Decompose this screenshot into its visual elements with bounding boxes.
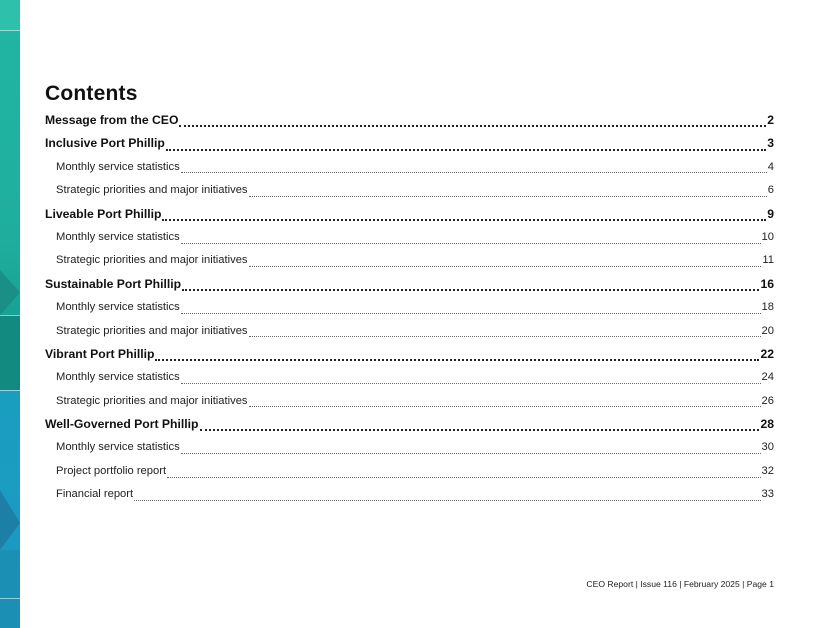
toc-dot-leader xyxy=(162,218,766,221)
sidebar-band xyxy=(0,0,20,30)
toc-page-number: 33 xyxy=(761,488,774,501)
toc-entry-label: Strategic priorities and major initiatives xyxy=(56,184,248,197)
toc-dot-leader xyxy=(182,288,759,291)
toc-subsection-link[interactable] xyxy=(45,296,774,319)
toc-dot-leader xyxy=(181,382,761,384)
toc-section-link[interactable] xyxy=(45,132,774,155)
toc-subsection-link[interactable] xyxy=(45,156,774,179)
toc-page-number: 4 xyxy=(767,160,774,173)
toc-entry-label: Monthly service statistics xyxy=(56,441,180,454)
toc-page-number: 22 xyxy=(760,346,774,361)
toc-subsection-link[interactable] xyxy=(45,390,774,413)
toc-entry-label: Strategic priorities and major initiatives xyxy=(56,254,248,267)
toc-dot-leader xyxy=(179,124,766,127)
toc-subsection-link[interactable] xyxy=(45,366,774,389)
toc-entry-label: Well-Governed Port Phillip xyxy=(45,417,199,432)
toc-entry-label: Vibrant Port Phillip xyxy=(45,346,155,361)
page-title: Contents xyxy=(45,82,138,105)
toc-page-number: 26 xyxy=(761,394,774,407)
toc-dot-leader xyxy=(249,265,762,267)
toc-dot-leader xyxy=(181,242,761,244)
toc-entry-label: Monthly service statistics xyxy=(56,301,180,314)
toc-entry-label: Strategic priorities and major initiatives xyxy=(56,324,248,337)
toc-section-link[interactable] xyxy=(45,203,774,226)
sidebar-band xyxy=(0,550,20,628)
table-of-contents xyxy=(45,109,774,507)
toc-subsection-link[interactable] xyxy=(45,226,774,249)
toc-page-number: 28 xyxy=(760,417,774,432)
sidebar-divider xyxy=(0,598,20,599)
toc-entry-label: Project portfolio report xyxy=(56,464,167,477)
decorative-sidebar xyxy=(0,0,20,628)
toc-entry-label: Monthly service statistics xyxy=(56,160,180,173)
toc-entry-label: Monthly service statistics xyxy=(56,230,180,243)
toc-page-number: 18 xyxy=(761,301,774,314)
toc-page-number: 3 xyxy=(767,136,774,151)
sidebar-divider xyxy=(0,315,20,316)
toc-page-number: 6 xyxy=(767,184,774,197)
toc-entry-label: Monthly service statistics xyxy=(56,371,180,384)
toc-section-link[interactable] xyxy=(45,343,774,366)
toc-entry-label: Message from the CEO xyxy=(45,113,179,127)
toc-subsection-link[interactable] xyxy=(45,436,774,459)
toc-dot-leader xyxy=(249,195,767,197)
toc-dot-leader xyxy=(181,452,761,454)
toc-entry-label: Financial report xyxy=(56,488,134,501)
toc-dot-leader xyxy=(181,171,767,173)
toc-page-number: 20 xyxy=(761,324,774,337)
toc-page-number: 9 xyxy=(767,206,774,221)
toc-dot-leader xyxy=(181,312,761,314)
sidebar-divider xyxy=(0,30,20,31)
toc-subsection-link[interactable] xyxy=(45,179,774,202)
page-footer: CEO Report | Issue 116 | February 2025 | Page 1 xyxy=(586,579,774,589)
toc-entry-label: Sustainable Port Phillip xyxy=(45,276,182,291)
toc-dot-leader xyxy=(200,428,760,431)
toc-section-link[interactable] xyxy=(45,413,774,436)
toc-section-link[interactable] xyxy=(45,109,774,132)
toc-page-number: 16 xyxy=(760,276,774,291)
toc-entry-label: Inclusive Port Phillip xyxy=(45,136,165,151)
sidebar-band xyxy=(0,315,20,390)
toc-dot-leader xyxy=(155,358,759,361)
sidebar-divider xyxy=(0,390,20,391)
toc-subsection-link[interactable] xyxy=(45,320,774,343)
toc-subsection-link[interactable] xyxy=(45,483,774,506)
toc-dot-leader xyxy=(166,148,766,151)
toc-subsection-link[interactable] xyxy=(45,460,774,483)
toc-subsection-link[interactable] xyxy=(45,249,774,272)
toc-dot-leader xyxy=(134,499,760,501)
toc-page-number: 30 xyxy=(761,441,774,454)
toc-entry-label: Liveable Port Phillip xyxy=(45,206,162,221)
sidebar-chevron xyxy=(0,270,20,315)
sidebar-chevron xyxy=(0,490,20,550)
toc-page-number: 11 xyxy=(762,254,774,267)
toc-page-number: 32 xyxy=(761,464,774,477)
toc-dot-leader xyxy=(167,476,760,478)
toc-dot-leader xyxy=(249,405,761,407)
toc-page-number: 2 xyxy=(767,113,774,127)
toc-page-number: 24 xyxy=(761,371,774,384)
toc-entry-label: Strategic priorities and major initiatives xyxy=(56,394,248,407)
toc-section-link[interactable] xyxy=(45,273,774,296)
toc-page-number: 10 xyxy=(761,230,774,243)
toc-dot-leader xyxy=(249,335,761,337)
